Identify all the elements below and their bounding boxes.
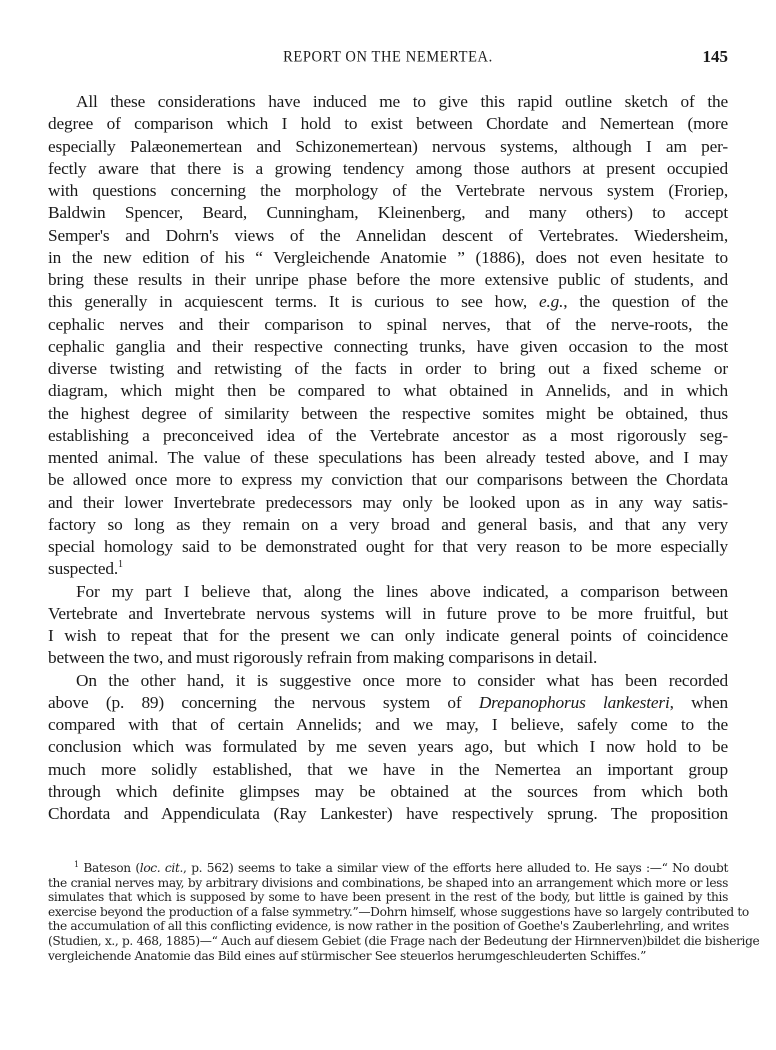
- text-line: fectly aware that there is a growing tendency among those authors at present occupied: [48, 158, 728, 178]
- text-span: , when: [669, 692, 728, 712]
- text-line: cephalic ganglia and their respective connecting trunks, have given occasion to the most: [48, 336, 728, 356]
- footnote-line: the accumulation of all this conflicting evidence, is now rather in the position of Goethe's Zauberlehrling, and writes: [48, 919, 729, 934]
- text-line: degree of comparison which I hold to exist between Chordate and Nemertean (more: [48, 114, 728, 134]
- body-text: [48, 91, 728, 825]
- text-line: I wish to repeat that for the present we can only indicate general points of coincidence: [48, 626, 728, 645]
- text-span: suspected.: [48, 559, 119, 579]
- text-line: [48, 692, 728, 714]
- text-line: All these considerations have induced me to give this rapid outline sketch of the: [76, 92, 728, 111]
- text-line: with questions concerning the morphology of the Vertebrate nervous system (Froriep,: [48, 181, 728, 200]
- running-title: REPORT ON THE NEMERTEA.: [283, 48, 493, 66]
- italic-abbrev: e.g.: [538, 292, 564, 312]
- text-span: above (p. 89) concerning the nervous system of: [48, 692, 462, 712]
- running-head: [48, 47, 728, 69]
- footnote-line: simulates that which is supposed by some to have been present in the rest of the body, but little is gained by this: [48, 890, 728, 905]
- italic-citation: loc. cit.: [139, 861, 184, 875]
- text-line: Baldwin Spencer, Beard, Cunningham, Kleinenberg, and many others) to accept: [48, 203, 728, 223]
- text-line: factory so long as they remain on a very broad and general basis, and that any very: [48, 514, 728, 534]
- species-name: Drepanophorus lankesteri: [478, 692, 670, 712]
- text-line: especially Palæonemertean and Schizonemertean) nervous systems, although I am per-: [48, 136, 728, 156]
- text-line: For my part I believe that, along the lines above indicated, a comparison between: [76, 581, 728, 601]
- text-line: Semper's and Dohrn's views of the Annelidan descent of Vertebrates. Wiedersheim,: [48, 225, 728, 245]
- text-line: mented animal. The value of these speculations has been already tested above, and I may: [48, 448, 728, 467]
- text-line: the highest degree of similarity between the respective somites might be obtained, thus: [48, 403, 728, 423]
- text-line: in the new edition of his “ Vergleichende Anatomie ” (1886), does not even hesitate to: [48, 247, 728, 267]
- footnote-line: [48, 861, 728, 876]
- text-line: bring these results in their unripe phase before the more extensive public of students, and: [48, 270, 728, 289]
- text-span: , p. 562) seems to take a similar view of the efforts here alluded to. He says :—“ No doubt: [183, 861, 728, 875]
- footnote-line: exercise beyond the production of a false symmetry.”—Dohrn himself, whose suggestions have so largely contributed to: [48, 904, 749, 919]
- footnotes: [48, 860, 760, 963]
- text-line: diverse twisting and retwisting of the facts in order to bring out a fixed scheme or: [48, 359, 728, 378]
- paragraph-3: [48, 670, 728, 826]
- text-line: conclusion which was formulated by me seven years ago, but which I now hold to be: [48, 737, 728, 757]
- page-number: 145: [702, 47, 728, 66]
- text-line: special homology said to be demonstrated ought for that very reason to be more especially: [48, 537, 728, 556]
- text-line: and their lower Invertebrate predecessors may only be looked upon as in any way satis-: [48, 492, 728, 512]
- footnote-marker: 1: [74, 860, 79, 869]
- text-line: cephalic nerves and their comparison to spinal nerves, that of the nerve-roots, the: [48, 314, 728, 334]
- text-line: compared with that of certain Annelids; and we may, I believe, safely come to the: [48, 715, 728, 734]
- text-line: establishing a preconceived idea of the Vertebrate ancestor as a most rigorously seg-: [48, 425, 728, 445]
- footnote-line: (Studien, x., p. 468, 1885)—“ Auch auf diesem Gebiet (die Frage nach der Bedeutung der Hirnnerven)bildet die bisherige: [48, 933, 760, 948]
- text-line: between the two, and must rigorously refrain from making comparisons in detail.: [48, 648, 598, 668]
- text-span: , the question of the: [563, 292, 728, 312]
- text-line: On the other hand, it is suggestive once more to consider what has been recorded: [76, 670, 728, 690]
- text-span: this generally in acquiescent terms. It is curious to see how,: [48, 292, 527, 312]
- footnote-line: the cranial nerves may, by arbitrary divisions and combinations, be shaped into an arrangement which more or less: [48, 875, 728, 890]
- text-line: much more solidly established, that we have in the Nemertea an important group: [48, 759, 728, 779]
- text-line: [48, 558, 728, 580]
- text-line: Chordata and Appendiculata (Ray Lankester) have respectively sprung. The proposition: [48, 804, 728, 823]
- paragraph-1: [48, 91, 728, 581]
- text-line: [48, 291, 728, 313]
- text-line: Vertebrate and Invertebrate nervous systems will in future prove to be more fruitful, but: [48, 603, 728, 623]
- text-line: through which definite glimpses may be obtained at the sources from which both: [48, 781, 728, 801]
- footnote-reference[interactable]: 1: [118, 559, 123, 571]
- footnote-line: vergleichende Anatomie das Bild eines auf stürmischer See steuerlos herumgeschleuderten Schiffes.”: [48, 948, 646, 963]
- text-span: Bateson (: [83, 861, 140, 875]
- paragraph-2: [48, 581, 728, 670]
- text-line: be allowed once more to express my conviction that our comparisons between the Chordata: [48, 470, 728, 490]
- text-line: diagram, which might then be compared to what obtained in Annelids, and in which: [48, 381, 728, 401]
